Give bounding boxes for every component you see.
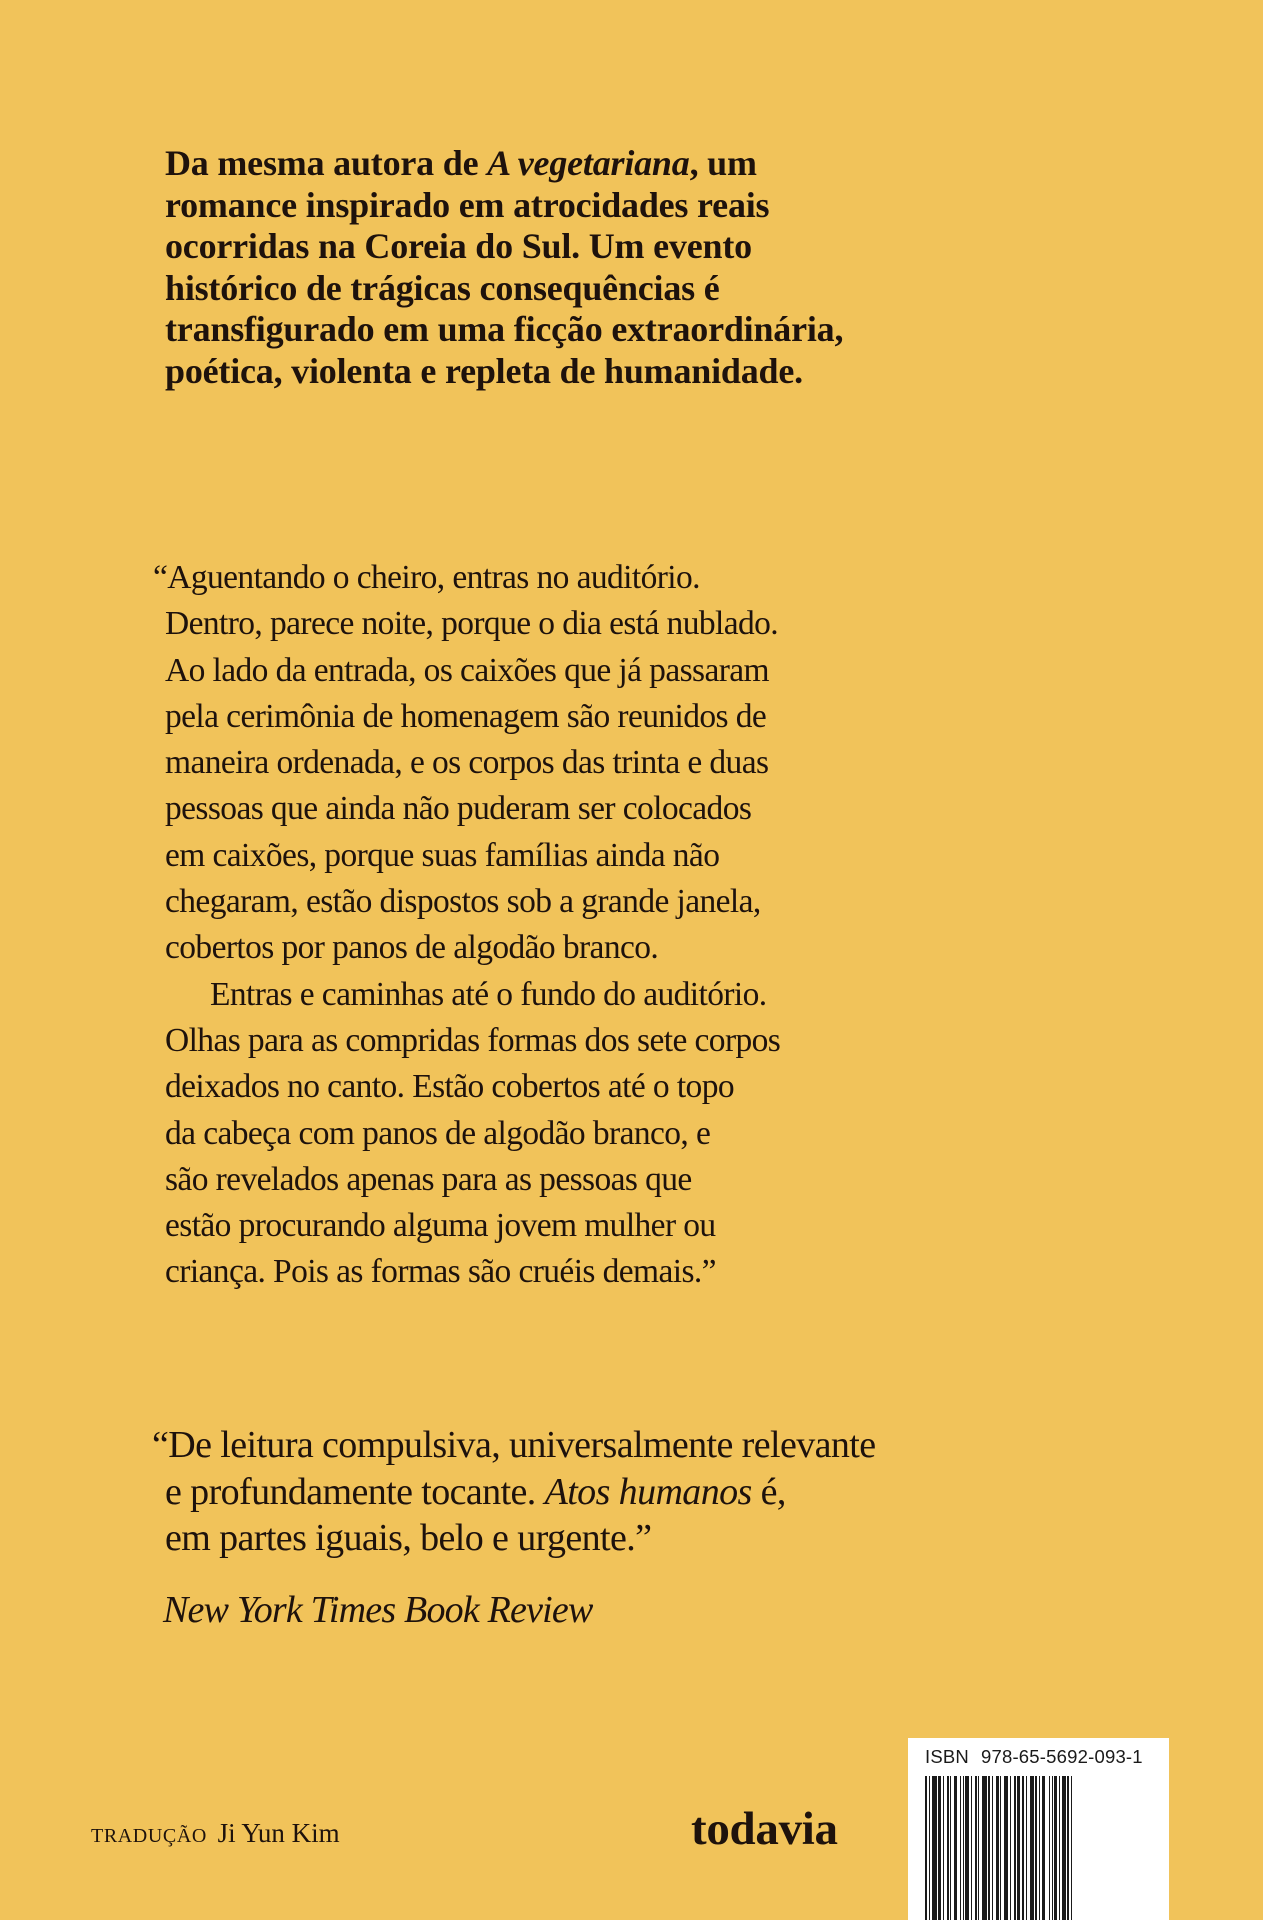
excerpt-line: Dentro, parece noite, porque o dia está nublado. [165, 605, 779, 643]
book-excerpt-quote [153, 555, 1065, 1296]
text-run: transfigurado em uma ficção extraordinária, [165, 309, 844, 350]
review-quote [152, 1422, 1065, 1562]
excerpt-line: maneira ordenada, e os corpos das trinta e duas [165, 744, 769, 782]
excerpt-line: estão procurando alguma jovem mulher ou [165, 1207, 716, 1245]
excerpt-line: cobertos por panos de algodão branco. [165, 929, 659, 967]
excerpt-line: Entras e caminhas até o fundo do auditório. [210, 975, 767, 1013]
review-line [165, 1515, 1065, 1562]
publisher-logo: todavia [691, 1803, 838, 1855]
isbn-barcode-block [908, 1738, 1169, 1920]
excerpt-line: Olhas para as compridas formas dos sete corpos [165, 1021, 781, 1059]
excerpt-line: da cabeça com panos de algodão branco, e [165, 1114, 711, 1152]
synopsis-line [165, 268, 1065, 310]
excerpt-line: pela cerimônia de homenagem são reunidos de [165, 697, 767, 735]
excerpt-line: são revelados apenas para as pessoas que [165, 1160, 692, 1198]
synopsis-line [165, 143, 1065, 185]
excerpt-line: criança. Pois as formas são cruéis demais.” [165, 1253, 716, 1291]
isbn-number: 978-65-5692-093-1 [980, 1746, 1143, 1767]
text-run: em partes iguais, belo e urgente.” [165, 1517, 652, 1559]
text-run: “De leitura compulsiva, universalmente relevante [152, 1424, 876, 1466]
text-run: é, [751, 1470, 786, 1513]
excerpt-line: chegaram, estão dispostos sob a grande janela, [165, 883, 761, 921]
synopsis-line [165, 351, 1065, 393]
text-run: , um [689, 143, 757, 183]
excerpt-line: em caixões, porque suas famílias ainda não [165, 836, 720, 874]
review-line [152, 1422, 1065, 1469]
synopsis-line [165, 309, 1065, 351]
text-run: poética, violenta e repleta de humanidade. [165, 350, 803, 391]
text-run: romance inspirado em atrocidades reais [165, 184, 770, 225]
title-italic: Atos humanos [544, 1470, 752, 1513]
text-run: Da mesma autora de [165, 143, 488, 183]
isbn-prefix: ISBN [925, 1746, 969, 1767]
title-italic: A vegetariana [487, 143, 690, 183]
synopsis-line [165, 185, 1065, 227]
review-line [165, 1469, 1065, 1516]
barcode-icon [925, 1776, 1155, 1920]
review-attribution: New York Times Book Review [163, 1589, 593, 1631]
isbn-text [925, 1746, 1143, 1768]
translator-label: tradução [91, 1818, 207, 1849]
translator-credit [91, 1818, 340, 1850]
excerpt-line: Ao lado da entrada, os caixões que já passaram [165, 651, 770, 689]
translator-name: Ji Yun Kim [217, 1818, 340, 1848]
excerpt-line: deixados no canto. Estão cobertos até o topo [165, 1068, 734, 1106]
text-run: ocorridas na Coreia do Sul. Um evento [165, 226, 752, 267]
text-run: histórico de trágicas consequências é [165, 267, 720, 308]
excerpt-line: “Aguentando o cheiro, entras no auditório. [153, 559, 700, 596]
synopsis-line [165, 226, 1065, 268]
text-run: e profundamente tocante. [165, 1470, 545, 1513]
excerpt-line: pessoas que ainda não puderam ser colocados [165, 790, 752, 828]
synopsis-blurb [165, 143, 1065, 393]
